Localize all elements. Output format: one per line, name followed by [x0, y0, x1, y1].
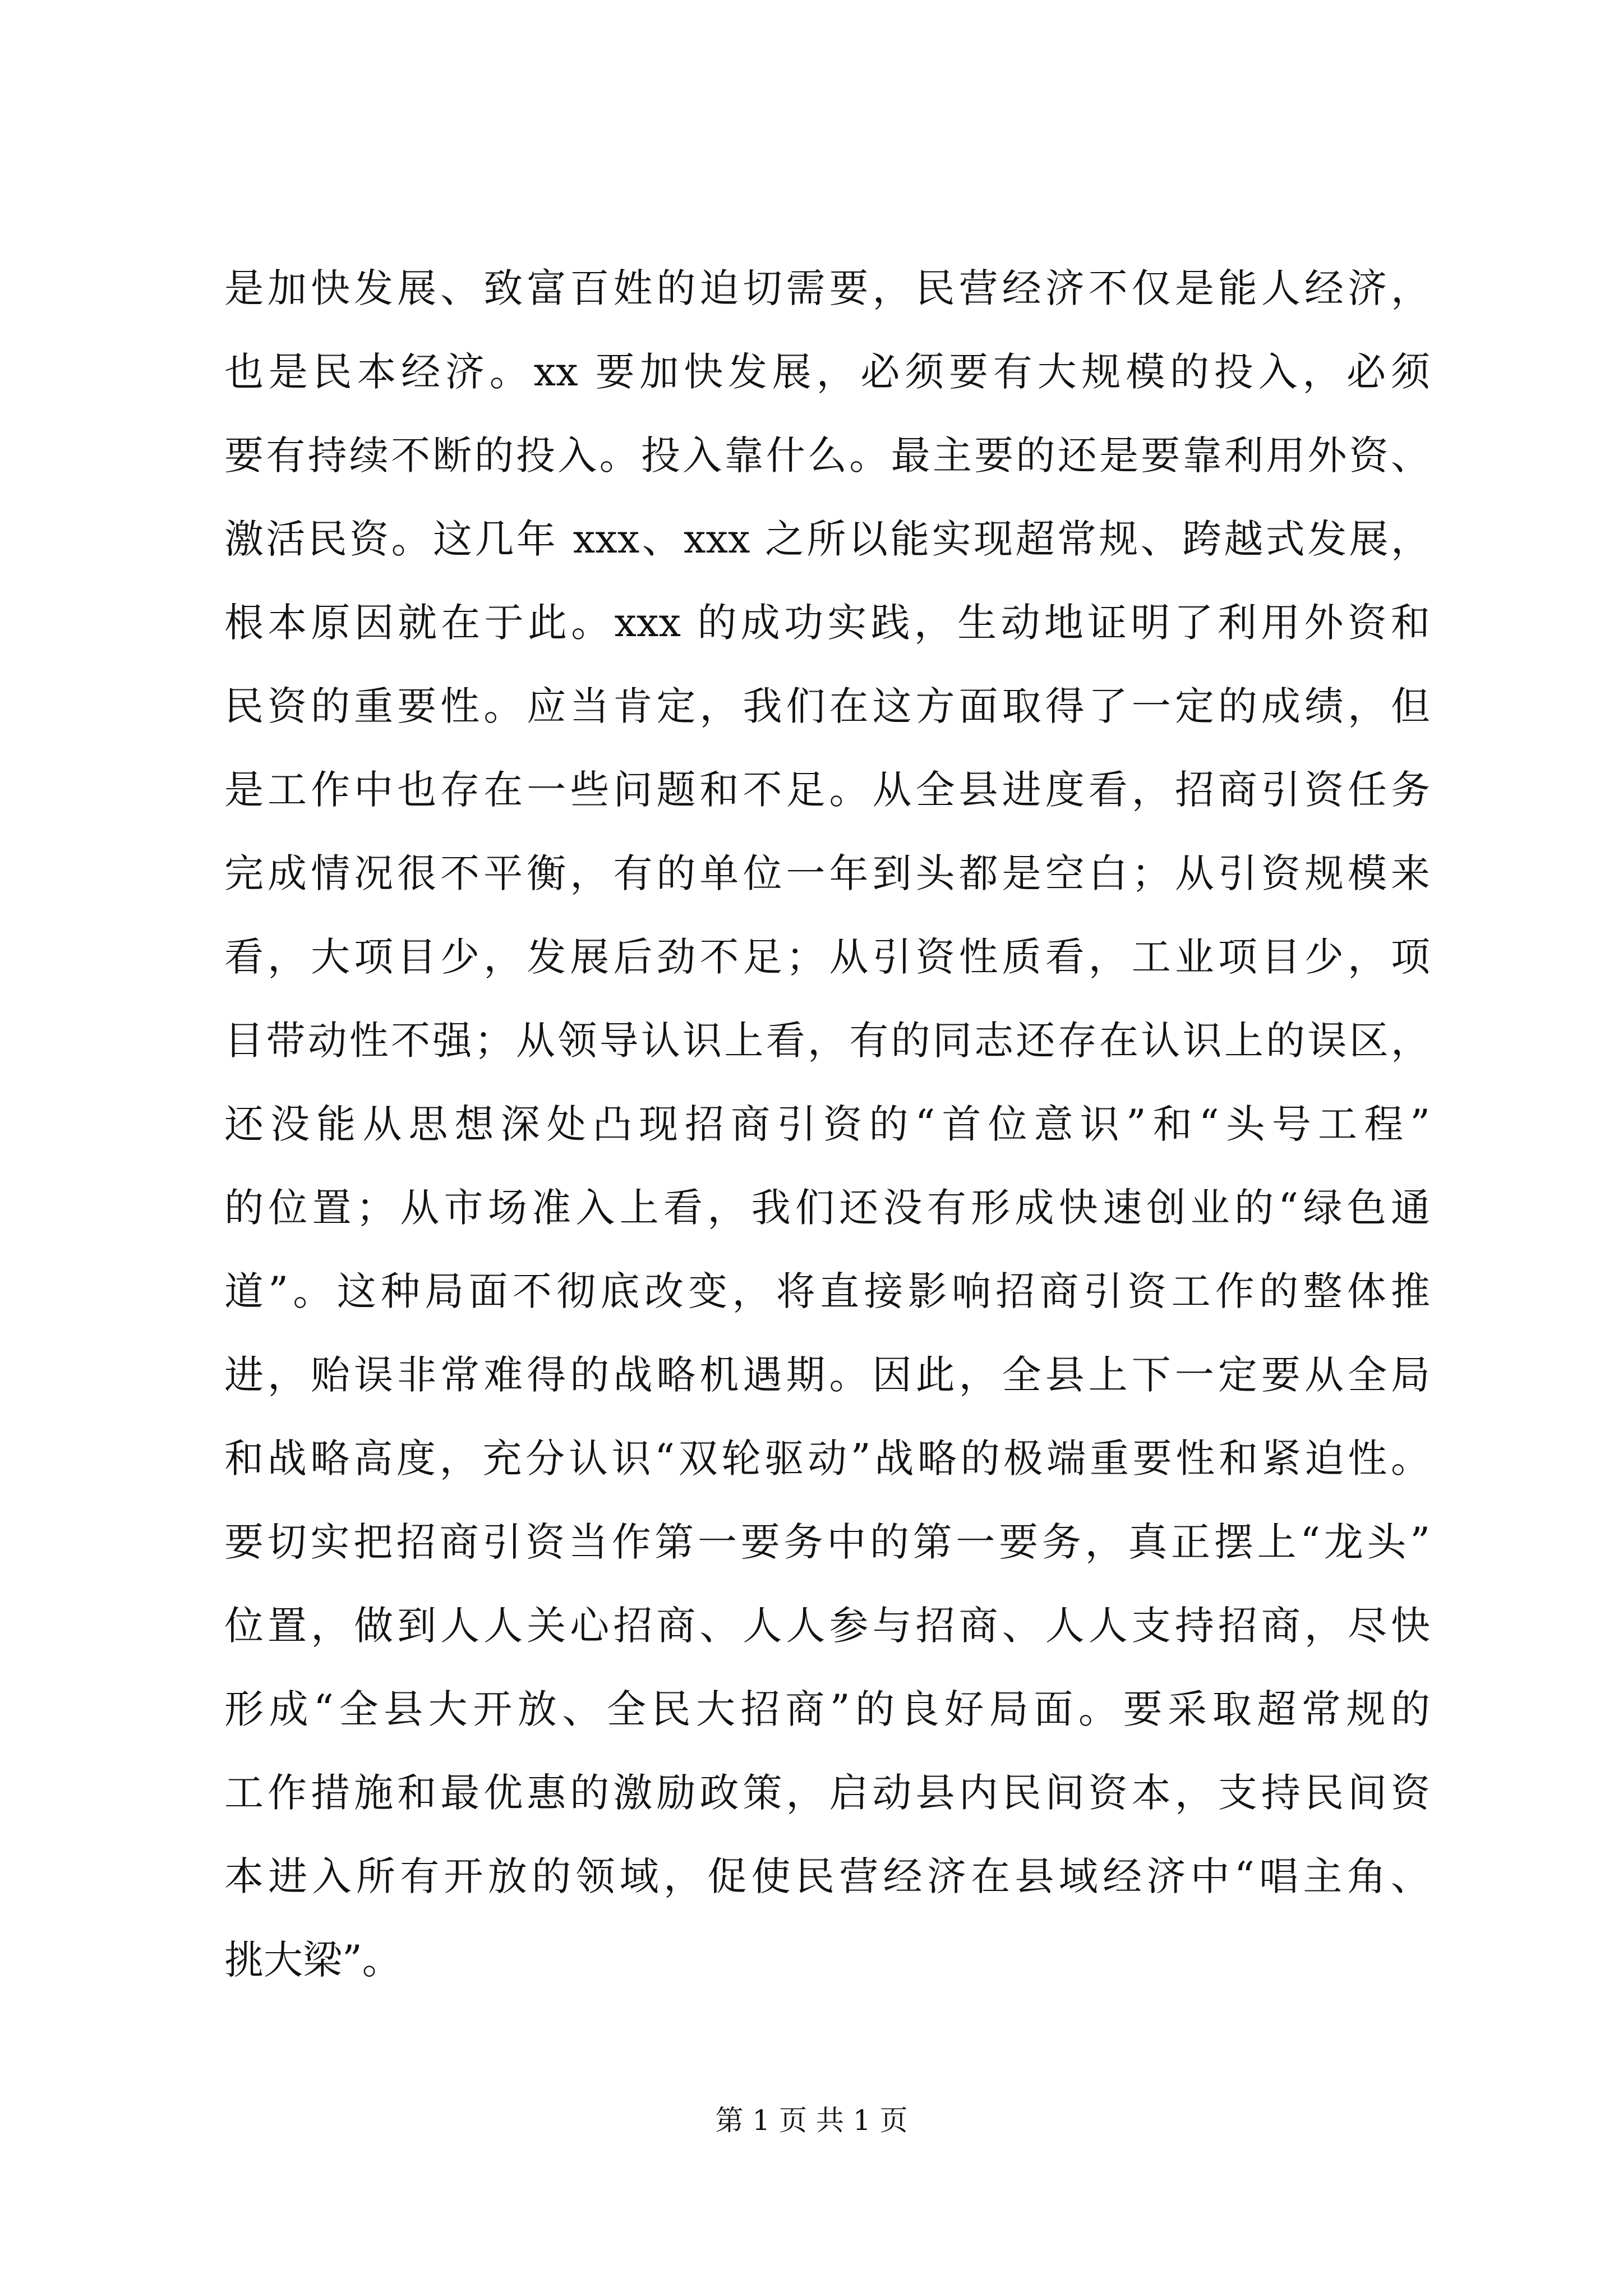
text-line-20: 本进入所有开放的领域，促使民营经济在县域经济中“唱主角、	[224, 1853, 1430, 1899]
text-line-9: 看，大项目少，发展后劲不足；从引资性质看，工业项目少，项	[224, 934, 1430, 980]
text-line-1: 是加快发展、致富百姓的迫切需要，民营经济不仅是能人经济，	[224, 265, 1430, 311]
text-line-4: 激活民资。这几年 xxx、xxx 之所以能实现超常规、跨越式发展，	[224, 516, 1430, 562]
text-line-10: 目带动性不强；从领导认识上看，有的同志还存在认识上的误区，	[224, 1018, 1430, 1064]
text-line-3: 要有持续不断的投入。投入靠什么。最主要的还是要靠利用外资、	[224, 432, 1430, 478]
text-line-12: 的位置；从市场准入上看，我们还没有形成快速创业的“绿色通	[224, 1185, 1430, 1231]
text-line-6: 民资的重要性。应当肯定，我们在这方面取得了一定的成绩，但	[224, 683, 1430, 729]
text-line-13: 道”。这种局面不彻底改变，将直接影响招商引资工作的整体推	[224, 1268, 1430, 1314]
page-number-label: 第 1 页 共 1 页	[715, 2104, 908, 2137]
text-line-21: 挑大梁”。	[224, 1937, 402, 1983]
body-paragraph	[224, 247, 1430, 2002]
text-line-7: 是工作中也存在一些问题和不足。从全县进度看，招商引资任务	[224, 767, 1430, 813]
page-footer	[0, 2098, 1623, 2143]
text-line-5: 根本原因就在于此。xxx 的成功实践，生动地证明了利用外资和	[224, 600, 1430, 646]
text-line-11: 还没能从思想深处凸现招商引资的“首位意识”和“头号工程”	[224, 1101, 1430, 1147]
text-line-19: 工作措施和最优惠的激励政策，启动县内民间资本，支持民间资	[224, 1770, 1430, 1816]
text-line-8: 完成情况很不平衡，有的单位一年到头都是空白；从引资规模来	[224, 850, 1430, 896]
text-line-17: 位置，做到人人关心招商、人人参与招商、人人支持招商，尽快	[224, 1603, 1430, 1649]
text-line-18: 形成“全县大开放、全民大招商”的良好局面。要采取超常规的	[224, 1686, 1430, 1732]
text-line-14: 进，贻误非常难得的战略机遇期。因此，全县上下一定要从全局	[224, 1352, 1430, 1398]
text-line-15: 和战略高度，充分认识“双轮驱动”战略的极端重要性和紧迫性。	[224, 1435, 1430, 1481]
text-line-2: 也是民本经济。xx 要加快发展，必须要有大规模的投入，必须	[224, 349, 1430, 395]
text-line-16: 要切实把招商引资当作第一要务中的第一要务，真正摆上“龙头”	[224, 1519, 1430, 1565]
